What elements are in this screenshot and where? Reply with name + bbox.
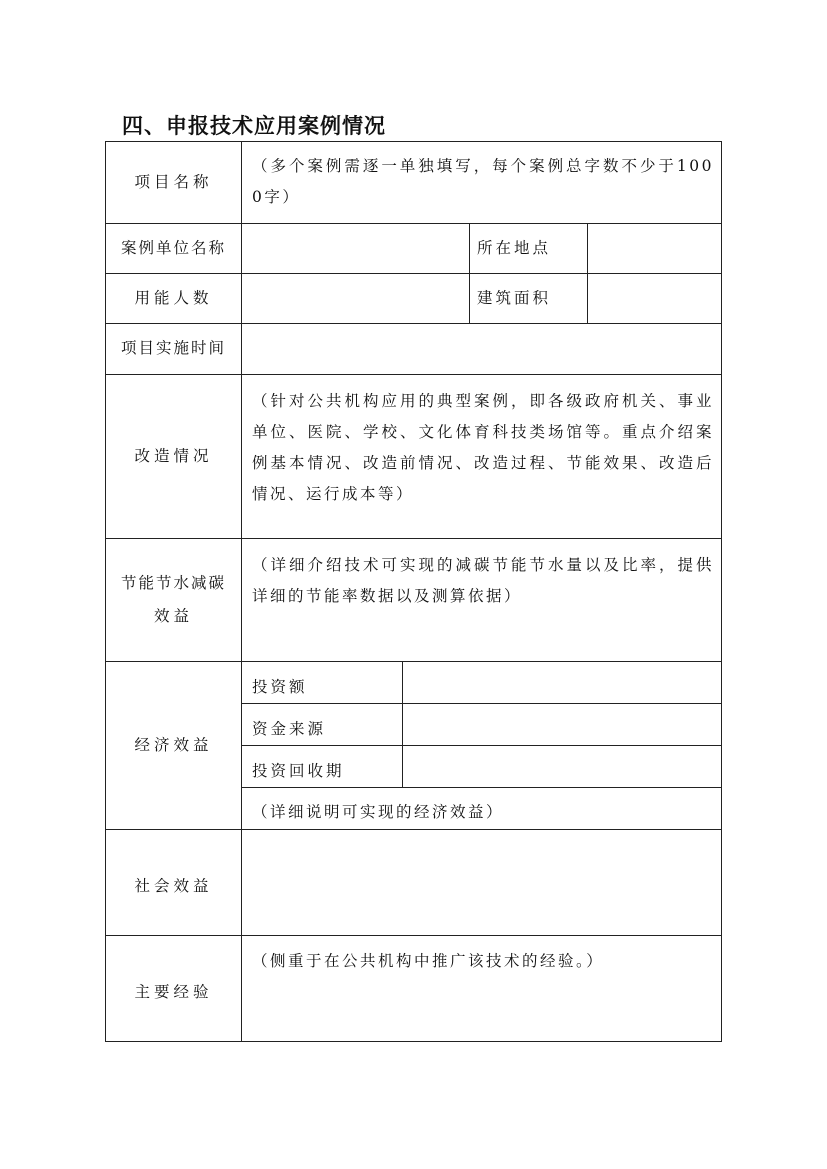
table-border-bottom — [105, 1041, 722, 1042]
social-label: 社会效益 — [134, 876, 213, 895]
economic-label: 经济效益 — [134, 735, 213, 754]
fund-source-field[interactable] — [403, 704, 721, 745]
fund-source-label: 资金来源 — [252, 719, 327, 738]
unit-name-label: 案例单位名称 — [120, 238, 226, 257]
staff-count-label: 用能人数 — [134, 288, 213, 307]
project-name-hint: （多个案例需逐一单独填写，每个案例总字数不少于1000字） — [252, 157, 714, 206]
section-title: 四、申报技术应用案例情况 — [122, 114, 386, 138]
renovation-field[interactable] — [242, 375, 721, 538]
experience-label: 主要经验 — [134, 982, 213, 1001]
investment-field[interactable] — [403, 662, 721, 703]
building-area-label: 建筑面积 — [477, 288, 552, 307]
row-divider — [241, 787, 722, 788]
renovation-hint: （针对公共机构应用的典型案例，即各级政府机关、事业单位、医院、学校、文化体育科技类场馆等。重点介绍案例基本情况、改造前情况、改造过程、节能效果、改造后情况、运行成本等） — [252, 392, 714, 503]
experience-field[interactable] — [242, 936, 721, 1041]
energy-saving-field[interactable] — [242, 539, 721, 661]
payback-label: 投资回收期 — [252, 761, 345, 780]
table-border-right — [721, 141, 722, 1042]
energy-saving-label-line2: 效益 — [153, 607, 193, 625]
experience-hint: （侧重于在公共机构中推广该技术的经验。） — [252, 952, 605, 970]
economic-hint: （详细说明可实现的经济效益） — [252, 803, 505, 821]
project-name-field[interactable] — [242, 142, 721, 223]
unit-name-field[interactable] — [242, 224, 469, 273]
energy-saving-label — [106, 539, 241, 661]
project-name-label: 项目名称 — [134, 172, 213, 191]
column-divider — [469, 223, 470, 324]
social-field[interactable] — [242, 830, 721, 935]
impl-time-label: 项目实施时间 — [120, 339, 226, 358]
energy-saving-label-line1: 节能节水减碳 — [120, 573, 226, 592]
investment-label: 投资额 — [252, 677, 308, 696]
impl-time-field[interactable] — [242, 324, 721, 374]
energy-saving-hint: （详细介绍技术可实现的减碳节能节水量以及比率，提供详细的节能率数据以及测算依据） — [252, 556, 714, 605]
staff-count-field[interactable] — [242, 274, 469, 323]
location-field[interactable] — [588, 224, 721, 273]
building-area-field[interactable] — [588, 274, 721, 323]
location-label: 所在地点 — [477, 238, 552, 257]
payback-field[interactable] — [403, 746, 721, 787]
renovation-label: 改造情况 — [134, 446, 213, 465]
